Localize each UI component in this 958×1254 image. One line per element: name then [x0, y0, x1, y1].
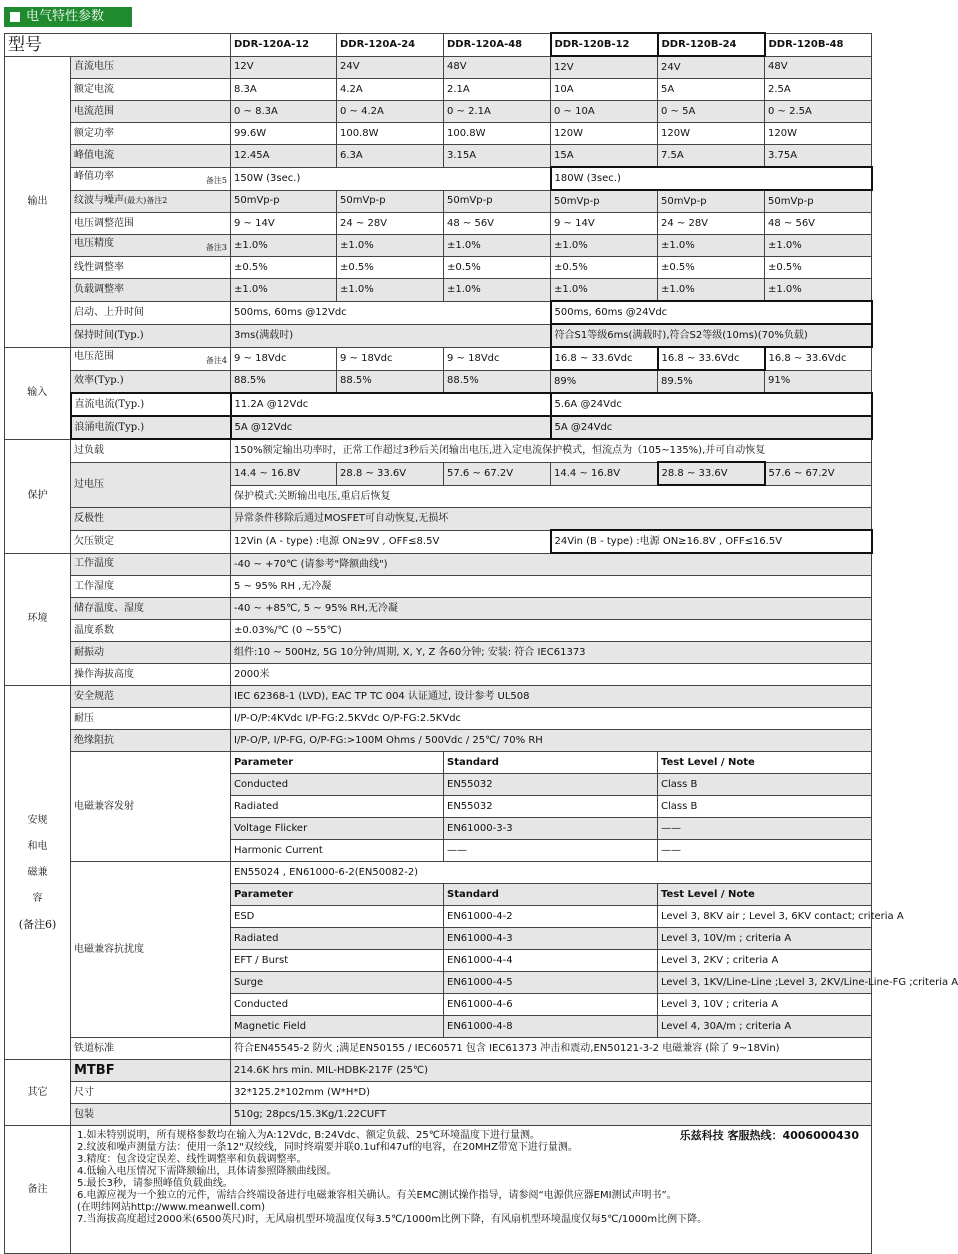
- cell: 符合EN45545-2 防火 ;满足EN50155 / IEC60571 包含 IEC61373 冲击和震动,EN50121-3-2 电磁兼容 (除了 9~18Vin): [231, 1038, 872, 1060]
- cell: 120W: [551, 123, 658, 145]
- cell: 3ms(满载时): [231, 324, 551, 347]
- cell: -40 ~ +85℃, 5 ~ 95% RH,无冷凝: [231, 598, 872, 620]
- cell: 24V: [658, 56, 765, 79]
- section-title: 电气特性参数: [26, 9, 105, 24]
- param-label: 工作温度: [71, 553, 231, 576]
- label-text: 保持时间: [74, 329, 114, 341]
- label-sub: (最大): [124, 196, 147, 206]
- cell: 0 ~ 2.5A: [765, 101, 872, 123]
- cell: 5A @12Vdc: [231, 416, 551, 439]
- cell: 57.6 ~ 67.2V: [765, 462, 872, 485]
- param-label: 温度系数: [71, 620, 231, 642]
- row-rated-current: [5, 79, 872, 101]
- row-packing: [5, 1104, 872, 1126]
- cell: EN61000-4-3: [444, 928, 658, 950]
- group-text: 容: [32, 892, 43, 904]
- row-overload: [5, 439, 872, 462]
- cell: EN61000-4-8: [444, 1016, 658, 1038]
- param-label: [71, 324, 231, 347]
- col-head: Test Level / Note: [658, 884, 872, 906]
- group-output: 输出: [5, 56, 71, 347]
- cell: 120W: [765, 123, 872, 145]
- cell: EN55032: [444, 796, 658, 818]
- param-label: [71, 393, 231, 416]
- cell: 7.5A: [658, 145, 765, 168]
- cell: 0 ~ 8.3A: [231, 101, 337, 123]
- cell: 10A: [551, 79, 658, 101]
- cell: 16.8 ~ 33.6Vdc: [658, 347, 765, 370]
- row-immunity-intro: [5, 862, 872, 884]
- cell: 91%: [765, 370, 872, 393]
- cell: EN61000-3-3: [444, 818, 658, 840]
- row-dc-voltage: [5, 56, 872, 79]
- param-label: 电磁兼容发射: [71, 752, 231, 862]
- cell: ±1.0%: [231, 235, 337, 257]
- cell: 16.8 ~ 33.6Vdc: [765, 347, 872, 370]
- cell: 5A @24Vdc: [551, 416, 872, 439]
- cell: 88.5%: [231, 370, 337, 393]
- cell: Level 4, 30A/m ; criteria A: [658, 1016, 872, 1038]
- cell: EN61000-4-6: [444, 994, 658, 1016]
- cell: Conducted: [231, 774, 444, 796]
- cell: I/P-O/P:4KVdc I/P-FG:2.5KVdc O/P-FG:2.5KVdc: [231, 708, 872, 730]
- row-withstand: [5, 708, 872, 730]
- row-railway: [5, 1038, 872, 1060]
- param-label: 耐振动: [71, 642, 231, 664]
- cell: 0 ~ 2.1A: [444, 101, 551, 123]
- label-text: 电压范围: [74, 350, 114, 362]
- param-label: 耐压: [71, 708, 231, 730]
- cell: 150%额定输出功率时，正常工作超过3秒后关闭输出电压,进入定电流保护模式，恒流点为（105~135%),并可自动恢复: [231, 439, 872, 462]
- row-hold-time: [5, 324, 872, 347]
- cell: 9 ~ 14V: [231, 213, 337, 235]
- param-label: 负载调整率: [71, 279, 231, 302]
- row-notes: [5, 1126, 872, 1254]
- col-head: Standard: [444, 884, 658, 906]
- cell: 异常条件移除后通过MOSFET可自动恢复,无损坏: [231, 508, 872, 531]
- cell: 12V: [231, 56, 337, 79]
- note-line: 1.如未特别说明，所有规格参数均在输入为A:12Vdc, B:24Vdc、额定负载、25℃环境温度下进行量测。: [77, 1130, 540, 1141]
- cell: Radiated: [231, 928, 444, 950]
- cell: 24V: [337, 56, 444, 79]
- cell: 48V: [444, 56, 551, 79]
- cell: IEC 62368-1 (LVD), EAC TP TC 004 认证通过, 设计参考 UL508: [231, 686, 872, 708]
- param-label: [71, 235, 231, 257]
- label-en: (Typ.): [114, 398, 145, 410]
- row-uvlo: [5, 530, 872, 553]
- cell: 符合S1等级6ms(满载时),符合S2等级(10ms)(70%负载): [551, 324, 872, 347]
- cell: 15A: [551, 145, 658, 168]
- model-b24: DDR-120B-24: [658, 33, 765, 56]
- cell: ±0.5%: [337, 257, 444, 279]
- cell: -40 ~ +70℃ (请参考"降额曲线"): [231, 553, 872, 576]
- param-label: 储存温度、湿度: [71, 598, 231, 620]
- cell: 100.8W: [444, 123, 551, 145]
- cell: 48V: [765, 56, 872, 79]
- row-storage: [5, 598, 872, 620]
- param-label: [71, 347, 231, 370]
- param-label: 尺寸: [71, 1082, 231, 1104]
- cell: 28.8 ~ 33.6V: [337, 462, 444, 485]
- row-ovp: [5, 462, 872, 485]
- cell: I/P-O/P, I/P-FG, O/P-FG:>100M Ohms / 500Vdc / 25℃/ 70% RH: [231, 730, 872, 752]
- cell: EN55024 , EN61000-6-2(EN50082-2): [231, 862, 872, 884]
- row-size: [5, 1082, 872, 1104]
- note-ref: 备注3: [205, 242, 227, 252]
- param-label: [71, 370, 231, 393]
- note-ref: 备注4: [205, 355, 227, 365]
- cell: 3.75A: [765, 145, 872, 168]
- group-notes: 备注: [5, 1126, 71, 1254]
- col-head: Parameter: [231, 884, 444, 906]
- param-label: 包装: [71, 1104, 231, 1126]
- param-label: 绝缘阻抗: [71, 730, 231, 752]
- param-label: 直流电压: [71, 56, 231, 79]
- cell: 组件:10 ~ 500Hz, 5G 10分钟/周期, X, Y, Z 各60分钟; 安装: 符合 IEC61373: [231, 642, 872, 664]
- cell: 3.15A: [444, 145, 551, 168]
- section-header: [4, 7, 132, 27]
- note-line: 6.电源应视为一个独立的元件，需结合终端设备进行电磁兼容相关确认。有关EMC测试操作指导，请参阅“电源供应器EMI测试声明书”。: [77, 1190, 677, 1201]
- row-isolation: [5, 730, 872, 752]
- note-line: 2.纹波和噪声测量方法：使用一条12"双绞线，同时终端要并联0.1uf和47uf的电容，在20MHZ带宽下进行量测。: [77, 1142, 578, 1153]
- label-text: 峰值功率: [74, 170, 114, 182]
- param-label: 反极性: [71, 508, 231, 531]
- cell: 5 ~ 95% RH ,无冷凝: [231, 576, 872, 598]
- cell: 24 ~ 28V: [337, 213, 444, 235]
- model-label: 型号: [5, 33, 231, 56]
- cell: ESD: [231, 906, 444, 928]
- group-protection: 保护: [5, 439, 71, 553]
- param-label: 铁道标准: [71, 1038, 231, 1060]
- cell: ±1.0%: [551, 279, 658, 302]
- cell: 5A: [658, 79, 765, 101]
- cell: 2.1A: [444, 79, 551, 101]
- cell: EFT / Burst: [231, 950, 444, 972]
- cell: Level 3, 8KV air ; Level 3, 6KV contact; criteria A: [658, 906, 872, 928]
- param-label: [71, 190, 231, 213]
- model-row: [5, 33, 872, 56]
- cell: EN61000-4-5: [444, 972, 658, 994]
- note-line: (在明纬网站http://www.meanwell.com): [77, 1202, 266, 1213]
- col-head: Parameter: [231, 752, 444, 774]
- cell: 28.8 ~ 33.6V: [658, 462, 765, 485]
- param-label: 工作湿度: [71, 576, 231, 598]
- param-label: 启动、上升时间: [71, 301, 231, 324]
- cell: ±0.5%: [231, 257, 337, 279]
- param-label: 欠压锁定: [71, 530, 231, 553]
- row-reverse: [5, 508, 872, 531]
- cell: 180W (3sec.): [551, 167, 872, 190]
- param-label: [71, 416, 231, 439]
- label-text: 浪涌电流: [74, 421, 115, 433]
- param-label: [71, 167, 231, 190]
- cell: 9 ~ 14V: [551, 213, 658, 235]
- label-text: 直流电流: [74, 398, 115, 410]
- cell: 500ms, 60ms @12Vdc: [231, 301, 551, 324]
- note-line: 3.精度：包含设定误差、线性调整率和负载调整率。: [77, 1154, 307, 1165]
- group-input: 输入: [5, 347, 71, 439]
- param-label: 过负载: [71, 439, 231, 462]
- cell: 510g; 28pcs/15.3Kg/1.22CUFT: [231, 1104, 872, 1126]
- param-label: MTBF: [71, 1060, 231, 1082]
- cell: 9 ~ 18Vdc: [337, 347, 444, 370]
- model-b48: DDR-120B-48: [765, 33, 872, 56]
- cell: 50mVp-p: [337, 190, 444, 213]
- cell: 50mVp-p: [765, 190, 872, 213]
- cell: 0 ~ 10A: [551, 101, 658, 123]
- row-rated-power: [5, 123, 872, 145]
- cell: 16.8 ~ 33.6Vdc: [551, 347, 658, 370]
- cell: ±1.0%: [551, 235, 658, 257]
- row-inrush: [5, 416, 872, 439]
- row-working-humidity: [5, 576, 872, 598]
- cell: 0 ~ 5A: [658, 101, 765, 123]
- note-line: 5.最长3秒，请参照峰值负载曲线。: [77, 1178, 233, 1189]
- group-safety: [5, 686, 71, 1060]
- row-adj-range: [5, 213, 872, 235]
- note-line: 4.低输入电压情况下需降额输出，具体请参照降额曲线图。: [77, 1166, 337, 1177]
- cell: ±1.0%: [337, 279, 444, 302]
- cell: 14.4 ~ 16.8V: [551, 462, 658, 485]
- notes-block: [71, 1126, 872, 1254]
- cell: ±1.0%: [444, 235, 551, 257]
- cell: 150W (3sec.): [231, 167, 551, 190]
- cell: ±1.0%: [658, 279, 765, 302]
- cell: Level 3, 1KV/Line-Line ;Level 3, 2KV/Line-Line-FG ;criteria A: [658, 972, 872, 994]
- row-current-range: [5, 101, 872, 123]
- label-text: 效率: [74, 375, 94, 387]
- row-vibration: [5, 642, 872, 664]
- cell: 9 ~ 18Vdc: [444, 347, 551, 370]
- label-text: 电压精度: [74, 237, 114, 249]
- cell: 12Vin (A - type) :电源 ON≥9V , OFF≤8.5V: [231, 530, 551, 553]
- cell: Class B: [658, 796, 872, 818]
- param-label: 过电压: [71, 462, 231, 508]
- header-square-icon: [10, 12, 20, 22]
- row-safety-std: [5, 686, 872, 708]
- cell: Conducted: [231, 994, 444, 1016]
- cell: Harmonic Current: [231, 840, 444, 862]
- param-label: 峰值电流: [71, 145, 231, 168]
- cell: 32*125.2*102mm (W*H*D): [231, 1082, 872, 1104]
- row-rise-time: [5, 301, 872, 324]
- cell: ±1.0%: [444, 279, 551, 302]
- cell: 9 ~ 18Vdc: [231, 347, 337, 370]
- model-a12: DDR-120A-12: [231, 33, 337, 56]
- cell: Radiated: [231, 796, 444, 818]
- cell: ±1.0%: [765, 235, 872, 257]
- label-en: (Typ.): [114, 421, 145, 433]
- cell: 14.4 ~ 16.8V: [231, 462, 337, 485]
- cell: 89%: [551, 370, 658, 393]
- label-en: (Typ.): [114, 329, 144, 341]
- cell: 99.6W: [231, 123, 337, 145]
- param-label: 安全规范: [71, 686, 231, 708]
- cell: 50mVp-p: [444, 190, 551, 213]
- cell: 100.8W: [337, 123, 444, 145]
- col-head: Standard: [444, 752, 658, 774]
- spec-table: [4, 32, 958, 1254]
- group-other: 其它: [5, 1060, 71, 1126]
- cell: 5.6A @24Vdc: [551, 393, 872, 416]
- cell: ——: [658, 840, 872, 862]
- cell: 保护模式:关断输出电压,重启后恢复: [231, 485, 872, 508]
- param-label: 额定功率: [71, 123, 231, 145]
- row-peak-current: [5, 145, 872, 168]
- cell: 214.6K hrs min. MIL-HDBK-217F (25℃): [231, 1060, 872, 1082]
- row-load-reg: [5, 279, 872, 302]
- model-a48: DDR-120A-48: [444, 33, 551, 56]
- col-head: Test Level / Note: [658, 752, 872, 774]
- cell: ±1.0%: [765, 279, 872, 302]
- param-label: 电压调整范围: [71, 213, 231, 235]
- cell: 24Vin (B - type) :电源 ON≥16.8V , OFF≤16.5V: [551, 530, 872, 553]
- row-emission-head: [5, 752, 872, 774]
- cell: 11.2A @12Vdc: [231, 393, 551, 416]
- cell: 88.5%: [337, 370, 444, 393]
- cell: EN61000-4-2: [444, 906, 658, 928]
- group-environment: 环境: [5, 553, 71, 686]
- cell: 8.3A: [231, 79, 337, 101]
- row-efficiency: [5, 370, 872, 393]
- cell: 24 ~ 28V: [658, 213, 765, 235]
- cell: 89.5%: [658, 370, 765, 393]
- cell: Class B: [658, 774, 872, 796]
- group-note: (备注6): [18, 917, 57, 931]
- cell: 12.45A: [231, 145, 337, 168]
- row-tolerance: [5, 235, 872, 257]
- cell: ±0.5%: [551, 257, 658, 279]
- cell: ±0.5%: [765, 257, 872, 279]
- row-altitude: [5, 664, 872, 686]
- cell: EN61000-4-4: [444, 950, 658, 972]
- cell: ±1.0%: [658, 235, 765, 257]
- cell: Level 3, 10V ; criteria A: [658, 994, 872, 1016]
- cell: Surge: [231, 972, 444, 994]
- param-label: 电磁兼容抗扰度: [71, 862, 231, 1038]
- row-working-temp: [5, 553, 872, 576]
- cell: 120W: [658, 123, 765, 145]
- cell: ——: [658, 818, 872, 840]
- cell: Level 3, 10V/m ; criteria A: [658, 928, 872, 950]
- cell: Level 3, 2KV ; criteria A: [658, 950, 872, 972]
- cell: 6.3A: [337, 145, 444, 168]
- cell: 2000米: [231, 664, 872, 686]
- cell: ±0.03%/℃ (0 ~55℃): [231, 620, 872, 642]
- row-peak-power: [5, 167, 872, 190]
- cell: 50mVp-p: [551, 190, 658, 213]
- hotline-text: 乐兹科技 客服热线：4006000430: [679, 1129, 859, 1142]
- row-line-reg: [5, 257, 872, 279]
- cell: EN55032: [444, 774, 658, 796]
- group-text: 和电: [27, 840, 48, 852]
- row-input-voltage: [5, 347, 872, 370]
- label-en: (Typ.): [94, 375, 124, 387]
- cell: Magnetic Field: [231, 1016, 444, 1038]
- param-label: 操作海拔高度: [71, 664, 231, 686]
- cell: ——: [444, 840, 658, 862]
- group-text: 安规: [27, 814, 48, 826]
- param-label: 线性调整率: [71, 257, 231, 279]
- cell: 48 ~ 56V: [765, 213, 872, 235]
- cell: 48 ~ 56V: [444, 213, 551, 235]
- row-ripple: [5, 190, 872, 213]
- param-label: 电流范围: [71, 101, 231, 123]
- cell: ±0.5%: [444, 257, 551, 279]
- cell: 57.6 ~ 67.2V: [444, 462, 551, 485]
- label-text: 纹波与噪声: [74, 195, 124, 207]
- note-line: 7.当海拔高度超过2000米(6500英尺)时，无风扇机型环境温度仅每3.5℃/1000m比例下降，有风扇机型环境温度仅每5℃/1000m比例下降。: [77, 1214, 708, 1225]
- cell: ±1.0%: [231, 279, 337, 302]
- note-ref: 备注2: [146, 196, 168, 206]
- cell: 50mVp-p: [231, 190, 337, 213]
- cell: 0 ~ 4.2A: [337, 101, 444, 123]
- cell: 50mVp-p: [658, 190, 765, 213]
- cell: 12V: [551, 56, 658, 79]
- cell: ±0.5%: [658, 257, 765, 279]
- model-a24: DDR-120A-24: [337, 33, 444, 56]
- cell: 500ms, 60ms @24Vdc: [551, 301, 872, 324]
- group-text: 磁兼: [27, 866, 48, 878]
- cell: 2.5A: [765, 79, 872, 101]
- cell: Voltage Flicker: [231, 818, 444, 840]
- cell: 4.2A: [337, 79, 444, 101]
- cell: 88.5%: [444, 370, 551, 393]
- cell: ±1.0%: [337, 235, 444, 257]
- row-dc-current: [5, 393, 872, 416]
- row-mtbf: [5, 1060, 872, 1082]
- note-ref: 备注5: [205, 175, 227, 185]
- param-label: 额定电流: [71, 79, 231, 101]
- model-b12: DDR-120B-12: [551, 33, 658, 56]
- row-temp-coeff: [5, 620, 872, 642]
